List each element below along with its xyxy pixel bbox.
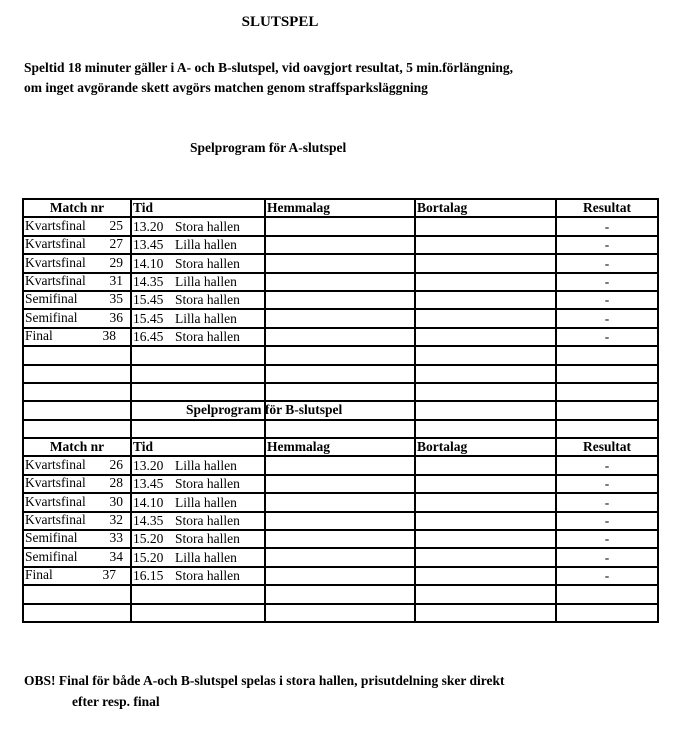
hall-name: Lilla hallen: [175, 237, 237, 253]
round-label: Semifinal: [25, 291, 78, 307]
result-cell[interactable]: -: [556, 309, 658, 327]
header-match-nr: Match nr: [23, 199, 131, 217]
empty-cell: [265, 383, 415, 401]
hall-name: Stora hallen: [175, 568, 240, 584]
empty-cell: [23, 401, 131, 419]
match-number: 28: [109, 475, 123, 491]
match-cell: [23, 254, 131, 272]
empty-cell: [131, 420, 265, 438]
hall-name: Stora hallen: [175, 476, 240, 492]
result-cell[interactable]: -: [556, 236, 658, 254]
header-tid: Tid: [131, 199, 265, 217]
empty-cell: [556, 401, 658, 419]
table-row: [23, 567, 658, 585]
empty-cell: [556, 383, 658, 401]
home-team-cell[interactable]: [265, 475, 415, 493]
table-row: [23, 512, 658, 530]
match-number: 27: [109, 236, 123, 252]
table-row: [23, 254, 658, 272]
empty-cell: [556, 365, 658, 383]
table-row: [23, 291, 658, 309]
home-team-cell[interactable]: [265, 567, 415, 585]
empty-cell: [265, 420, 415, 438]
header-tid: Tid: [131, 438, 265, 456]
empty-cell: [556, 420, 658, 438]
empty-cell: [415, 420, 556, 438]
empty-cell: [415, 401, 556, 419]
empty-cell: [131, 604, 265, 622]
time-cell: [131, 530, 265, 548]
match-cell: [23, 512, 131, 530]
time-cell: [131, 475, 265, 493]
hall-name: Stora hallen: [175, 255, 240, 271]
match-time: 13.20: [133, 218, 164, 234]
empty-cell: [23, 420, 131, 438]
empty-cell: [415, 383, 556, 401]
round-label: Kvartsfinal: [25, 512, 86, 528]
blank-row: [23, 346, 658, 364]
home-team-cell[interactable]: [265, 493, 415, 511]
round-label: Kvartsfinal: [25, 493, 86, 509]
hall-name: Lilla hallen: [175, 549, 237, 565]
note-line-1: OBS! Final för både A-och B-slutspel spelas i stora hallen, prisutdelning sker direkt: [24, 673, 505, 688]
match-cell: [23, 456, 131, 474]
time-cell: [131, 254, 265, 272]
table-row: [23, 273, 658, 291]
match-time: 13.45: [133, 237, 164, 253]
away-team-cell[interactable]: [415, 456, 556, 474]
table-row: [23, 236, 658, 254]
match-time: 13.20: [133, 457, 164, 473]
result-cell[interactable]: -: [556, 456, 658, 474]
table-row: [23, 456, 658, 474]
away-team-cell[interactable]: [415, 475, 556, 493]
result-cell[interactable]: -: [556, 493, 658, 511]
empty-cell: [23, 585, 131, 603]
time-cell: [131, 217, 265, 235]
away-team-cell[interactable]: [415, 328, 556, 346]
page-title: SLUTSPEL: [241, 14, 319, 30]
result-cell[interactable]: -: [556, 567, 658, 585]
result-cell[interactable]: -: [556, 217, 658, 235]
empty-cell: [23, 346, 131, 364]
round-label: Kvartsfinal: [25, 475, 86, 491]
empty-cell: [131, 585, 265, 603]
round-label: Kvartsfinal: [25, 236, 86, 252]
a_program-header-row: [23, 199, 658, 217]
match-cell: [23, 567, 131, 585]
hall-name: Lilla hallen: [175, 310, 237, 326]
match-number: 35: [109, 291, 123, 307]
empty-cell: [131, 365, 265, 383]
match-number: 25: [109, 217, 123, 233]
match-cell: [23, 291, 131, 309]
blank-row: [23, 420, 658, 438]
home-team-cell[interactable]: [265, 254, 415, 272]
empty-cell: [556, 346, 658, 364]
intro-text: [24, 58, 513, 98]
time-cell: [131, 567, 265, 585]
result-cell[interactable]: -: [556, 254, 658, 272]
match-number: 36: [109, 309, 123, 325]
round-label: Kvartsfinal: [25, 456, 86, 472]
match-cell: [23, 236, 131, 254]
match-time: 15.45: [133, 292, 164, 308]
time-cell: [131, 512, 265, 530]
hall-name: Stora hallen: [175, 218, 240, 234]
match-number: 32: [109, 512, 123, 528]
empty-cell: [131, 383, 265, 401]
b_program-header-row: [23, 438, 658, 456]
result-cell[interactable]: -: [556, 475, 658, 493]
time-cell: [131, 328, 265, 346]
empty-cell: [265, 604, 415, 622]
hall-name: Stora hallen: [175, 531, 240, 547]
result-cell[interactable]: -: [556, 512, 658, 530]
match-time: 15.20: [133, 549, 164, 565]
hall-name: Stora hallen: [175, 292, 240, 308]
header-resultat: Resultat: [556, 199, 658, 217]
table-row: [23, 548, 658, 566]
table-row: [23, 475, 658, 493]
home-team-cell[interactable]: [265, 530, 415, 548]
empty-cell: [415, 604, 556, 622]
empty-cell: [415, 585, 556, 603]
result-cell[interactable]: -: [556, 548, 658, 566]
b-program-title: Spelprogram för B-slutspel: [186, 401, 343, 417]
time-cell: [131, 273, 265, 291]
a-program-title: Spelprogram för A-slutspel: [190, 140, 347, 155]
match-cell: [23, 548, 131, 566]
header-bortalag: Bortalag: [415, 438, 556, 456]
header-bortalag: Bortalag: [415, 199, 556, 217]
round-label: Semifinal: [25, 530, 78, 546]
match-time: 14.35: [133, 273, 164, 289]
table-row: [23, 530, 658, 548]
empty-cell: [23, 383, 131, 401]
result-cell[interactable]: -: [556, 530, 658, 548]
blank-row: [23, 585, 658, 603]
table-row: [23, 328, 658, 346]
away-team-cell[interactable]: [415, 512, 556, 530]
match-time: 16.15: [133, 568, 164, 584]
match-time: 15.20: [133, 531, 164, 547]
round-label: Kvartsfinal: [25, 217, 86, 233]
away-team-cell[interactable]: [415, 548, 556, 566]
match-cell: [23, 475, 131, 493]
note-line-2: efter resp. final: [72, 694, 160, 709]
match-cell: [23, 530, 131, 548]
empty-cell: [265, 585, 415, 603]
match-number: 29: [109, 254, 123, 270]
home-team-cell[interactable]: [265, 548, 415, 566]
home-team-cell[interactable]: [265, 328, 415, 346]
empty-cell: [265, 365, 415, 383]
hall-name: Stora hallen: [175, 513, 240, 529]
home-team-cell[interactable]: [265, 217, 415, 235]
away-team-cell[interactable]: [415, 493, 556, 511]
table-row: [23, 493, 658, 511]
result-cell[interactable]: -: [556, 273, 658, 291]
round-label: Kvartsfinal: [25, 272, 86, 288]
empty-cell: [556, 585, 658, 603]
match-number: 37: [102, 567, 116, 583]
home-team-cell[interactable]: [265, 456, 415, 474]
away-team-cell[interactable]: [415, 217, 556, 235]
match-number: 34: [109, 548, 123, 564]
header-resultat: Resultat: [556, 438, 658, 456]
round-label: Semifinal: [25, 548, 78, 564]
round-label: Semifinal: [25, 309, 78, 325]
match-number: 31: [109, 272, 123, 288]
round-label: Final: [25, 567, 53, 583]
header-hemmalag: Hemmalag: [265, 199, 415, 217]
time-cell: [131, 236, 265, 254]
time-cell: [131, 493, 265, 511]
match-time: 16.45: [133, 329, 164, 345]
hall-name: Lilla hallen: [175, 494, 237, 510]
table-row: [23, 309, 658, 327]
blank-row: [23, 365, 658, 383]
match-time: 14.10: [133, 255, 164, 271]
hall-name: Stora hallen: [175, 329, 240, 345]
away-team-cell[interactable]: [415, 309, 556, 327]
match-number: 26: [109, 456, 123, 472]
hall-name: Lilla hallen: [175, 457, 237, 473]
match-number: 30: [109, 493, 123, 509]
match-cell: [23, 328, 131, 346]
time-cell: [131, 309, 265, 327]
home-team-cell[interactable]: [265, 273, 415, 291]
b-program-title-row: [23, 401, 658, 419]
time-cell: [131, 548, 265, 566]
match-time: 14.35: [133, 513, 164, 529]
empty-cell: [265, 346, 415, 364]
home-team-cell[interactable]: [265, 309, 415, 327]
result-cell[interactable]: -: [556, 328, 658, 346]
empty-cell: [131, 346, 265, 364]
time-cell: [131, 456, 265, 474]
table-row: [23, 217, 658, 235]
match-time: 14.10: [133, 494, 164, 510]
match-cell: [23, 309, 131, 327]
away-team-cell[interactable]: [415, 291, 556, 309]
round-label: Kvartsfinal: [25, 254, 86, 270]
result-cell[interactable]: -: [556, 291, 658, 309]
round-label: Final: [25, 328, 53, 344]
intro-line-1: Speltid 18 minuter gäller i A- och B-slutspel, vid oavgjort resultat, 5 min.förlängning,: [24, 60, 514, 75]
hall-name: Lilla hallen: [175, 273, 237, 289]
home-team-cell[interactable]: [265, 236, 415, 254]
empty-cell: [415, 346, 556, 364]
empty-cell: [23, 604, 131, 622]
match-number: 33: [109, 530, 123, 546]
match-cell: [23, 217, 131, 235]
away-team-cell[interactable]: [415, 254, 556, 272]
schedule-table: [22, 198, 659, 623]
blank-row: [23, 383, 658, 401]
away-team-cell[interactable]: [415, 236, 556, 254]
away-team-cell[interactable]: [415, 273, 556, 291]
home-team-cell[interactable]: [265, 512, 415, 530]
empty-cell: [556, 604, 658, 622]
b-program-title-cell: [131, 401, 343, 419]
match-number: 38: [102, 328, 116, 344]
away-team-cell[interactable]: [415, 530, 556, 548]
match-cell: [23, 273, 131, 291]
empty-cell: [23, 365, 131, 383]
away-team-cell[interactable]: [415, 567, 556, 585]
match-cell: [23, 493, 131, 511]
intro-line-2: om inget avgörande skett avgörs matchen genom straffsparksläggning: [24, 80, 428, 95]
empty-cell: [415, 365, 556, 383]
match-time: 15.45: [133, 310, 164, 326]
blank-row: [23, 604, 658, 622]
header-match-nr: Match nr: [23, 438, 131, 456]
home-team-cell[interactable]: [265, 291, 415, 309]
obs-note: [24, 670, 504, 712]
time-cell: [131, 291, 265, 309]
match-time: 13.45: [133, 476, 164, 492]
header-hemmalag: Hemmalag: [265, 438, 415, 456]
